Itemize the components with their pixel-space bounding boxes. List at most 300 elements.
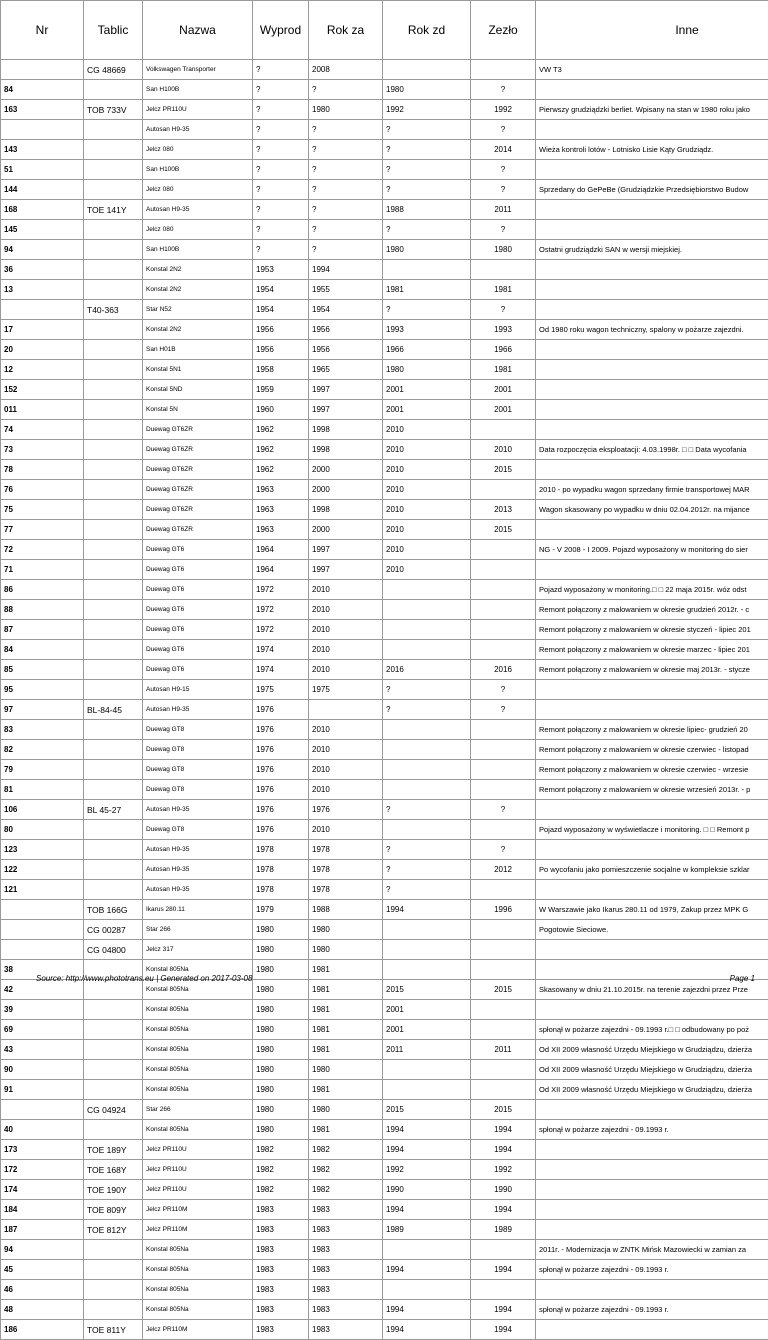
cell-tablic [84,620,143,640]
cell-inne: Pojazd wyposażony w monitoring.□ □ 22 maja 2015r. wóz odst [536,580,768,600]
cell-rok-zd: 2010 [383,500,471,520]
cell-zezlo: ? [471,180,536,200]
cell-rok-za: 2010 [309,740,383,760]
cell-wyprod: ? [253,60,309,80]
cell-rok-zd [383,920,471,940]
cell-nr: 84 [1,80,84,100]
cell-zezlo [471,880,536,900]
cell-tablic [84,600,143,620]
cell-nr: 152 [1,380,84,400]
cell-zezlo: 1996 [471,900,536,920]
cell-inne [536,300,768,320]
cell-rok-za: 1956 [309,340,383,360]
cell-nr: 97 [1,700,84,720]
cell-wyprod: ? [253,100,309,120]
cell-nazwa: Konstal 805Na [143,1120,253,1140]
table-row [1,720,768,740]
cell-nazwa: Autosan H9-15 [143,680,253,700]
cell-zezlo: 1980 [471,240,536,260]
cell-zezlo: 2014 [471,140,536,160]
cell-rok-za: 2010 [309,760,383,780]
cell-inne: Pojazd wyposażony w wyświetlacze i monitoring. □ □ Remont p [536,820,768,840]
cell-zezlo [471,720,536,740]
cell-rok-zd: 1992 [383,1160,471,1180]
cell-nazwa: San H100B [143,240,253,260]
cell-tablic: TOE 812Y [84,1220,143,1240]
cell-nr: 77 [1,520,84,540]
cell-inne [536,700,768,720]
cell-rok-zd [383,600,471,620]
cell-wyprod: 1983 [253,1200,309,1220]
cell-rok-zd [383,60,471,80]
cell-rok-zd: ? [383,140,471,160]
cell-wyprod: 1972 [253,580,309,600]
table-row [1,900,768,920]
cell-zezlo [471,1240,536,1260]
cell-tablic [84,320,143,340]
cell-tablic: CG 04800 [84,940,143,960]
cell-nr: 79 [1,760,84,780]
cell-rok-zd: 1993 [383,320,471,340]
cell-nr: 12 [1,360,84,380]
cell-rok-za: 1998 [309,420,383,440]
cell-tablic: CG 00287 [84,920,143,940]
cell-nazwa: Duewag GT6 [143,580,253,600]
cell-nr: 20 [1,340,84,360]
cell-rok-zd: 1994 [383,1120,471,1140]
cell-rok-za: 1955 [309,280,383,300]
cell-tablic: TOE 168Y [84,1160,143,1180]
header-rok-za: Rok za [309,1,383,60]
cell-zezlo [471,760,536,780]
cell-rok-zd: ? [383,160,471,180]
cell-tablic: TOE 189Y [84,1140,143,1160]
cell-nazwa: Duewag GT6ZR [143,460,253,480]
header-wyprod: Wyprod [253,1,309,60]
cell-rok-za: 1997 [309,540,383,560]
cell-nazwa: Jelcz PR110M [143,1320,253,1340]
cell-nazwa: Duewag GT6ZR [143,520,253,540]
cell-wyprod: 1964 [253,540,309,560]
table-row [1,620,768,640]
cell-rok-za: 1982 [309,1160,383,1180]
cell-inne: Skasowany w dniu 21.10.2015r. na terenie zajezdni przez Prze [536,980,768,1000]
cell-tablic [84,500,143,520]
cell-wyprod: 1958 [253,360,309,380]
cell-nr: 75 [1,500,84,520]
cell-zezlo [471,740,536,760]
table-row [1,580,768,600]
cell-nr: 174 [1,1180,84,1200]
cell-zezlo: 2015 [471,980,536,1000]
table-row [1,1220,768,1240]
cell-rok-za: ? [309,240,383,260]
cell-nr: 86 [1,580,84,600]
cell-inne: Pierwszy grudziądzki berliet. Wpisany na stan w 1980 roku jako [536,100,768,120]
cell-nr: 172 [1,1160,84,1180]
cell-zezlo: ? [471,160,536,180]
table-row [1,1100,768,1120]
cell-rok-za: 1983 [309,1280,383,1300]
cell-rok-za: 1981 [309,980,383,1000]
cell-nazwa: Jelcz PR110M [143,1200,253,1220]
cell-nr [1,1100,84,1120]
cell-nr: 168 [1,200,84,220]
cell-zezlo: 2012 [471,860,536,880]
cell-wyprod: 1954 [253,300,309,320]
cell-wyprod: ? [253,240,309,260]
cell-rok-zd: ? [383,860,471,880]
cell-inne: Remont połączony z malowaniem w okresie czerwiec - wrzesie [536,760,768,780]
cell-rok-zd: 1980 [383,80,471,100]
cell-nazwa: Autosan H9-35 [143,880,253,900]
cell-nazwa: Duewag GT6ZR [143,500,253,520]
cell-tablic [84,460,143,480]
cell-nr: 95 [1,680,84,700]
cell-nr [1,300,84,320]
cell-nr: 143 [1,140,84,160]
cell-inne [536,880,768,900]
cell-rok-zd: ? [383,120,471,140]
cell-tablic [84,80,143,100]
cell-nr: 173 [1,1140,84,1160]
cell-nazwa: Konstal 2N2 [143,260,253,280]
cell-inne: NG - V 2008 - I 2009. Pojazd wyposażony w monitoring do sier [536,540,768,560]
cell-inne [536,1220,768,1240]
cell-wyprod: 1978 [253,880,309,900]
cell-wyprod: 1972 [253,620,309,640]
cell-tablic [84,340,143,360]
footer-source: Source: http://www.phototrans.eu | Generated on 2017-03-08 [36,974,252,983]
cell-nazwa: Ikarus 280.11 [143,900,253,920]
cell-wyprod: 1964 [253,560,309,580]
cell-wyprod: 1976 [253,720,309,740]
cell-zezlo: ? [471,680,536,700]
cell-zezlo: 1989 [471,1220,536,1240]
table-row [1,280,768,300]
cell-nazwa: Duewag GT6 [143,660,253,680]
cell-rok-za: 1998 [309,500,383,520]
cell-inne: Od XII 2009 własność Urzędu Miejskiego w Grudziądzu, dzierża [536,1060,768,1080]
cell-zezlo: 1994 [471,1120,536,1140]
cell-nazwa: Duewag GT6ZR [143,440,253,460]
cell-nr: 73 [1,440,84,460]
cell-tablic [84,820,143,840]
table-row [1,1000,768,1020]
cell-zezlo: 2010 [471,440,536,460]
cell-tablic [84,1300,143,1320]
cell-rok-za: 1980 [309,940,383,960]
cell-nr: 186 [1,1320,84,1340]
cell-rok-zd: ? [383,220,471,240]
cell-rok-zd: ? [383,680,471,700]
cell-rok-zd [383,760,471,780]
cell-tablic: TOE 141Y [84,200,143,220]
table-header-row [1,1,768,60]
cell-inne: Remont połączony z malowaniem w okresie grudzień 2012r. - c [536,600,768,620]
cell-tablic [84,420,143,440]
cell-zezlo [471,1020,536,1040]
cell-tablic [84,840,143,860]
table-row [1,600,768,620]
cell-nazwa: Konstal 805Na [143,1280,253,1300]
cell-wyprod: 1960 [253,400,309,420]
cell-nazwa: Star N52 [143,300,253,320]
header-rok-zd: Rok zd [383,1,471,60]
table-row [1,940,768,960]
cell-zezlo: 2015 [471,1100,536,1120]
cell-inne [536,160,768,180]
cell-zezlo: 2001 [471,380,536,400]
cell-zezlo: 1992 [471,1160,536,1180]
cell-wyprod: 1980 [253,1040,309,1060]
cell-zezlo [471,940,536,960]
cell-rok-za: 1983 [309,1220,383,1240]
cell-rok-zd [383,1060,471,1080]
cell-rok-za: 1981 [309,1080,383,1100]
cell-zezlo: 1992 [471,100,536,120]
cell-rok-za: 2000 [309,520,383,540]
cell-rok-za: ? [309,120,383,140]
cell-tablic: TOB 166G [84,900,143,920]
cell-wyprod: 1963 [253,520,309,540]
table-row [1,420,768,440]
cell-inne [536,1160,768,1180]
table-row [1,320,768,340]
cell-nr: 85 [1,660,84,680]
cell-tablic [84,520,143,540]
cell-wyprod: ? [253,140,309,160]
cell-nazwa: Konstal 5ND [143,380,253,400]
cell-tablic [84,1060,143,1080]
cell-rok-zd [383,580,471,600]
cell-nr [1,920,84,940]
cell-rok-zd: 2001 [383,380,471,400]
cell-tablic [84,580,143,600]
cell-zezlo: 1994 [471,1320,536,1340]
cell-rok-za: 2010 [309,660,383,680]
cell-wyprod: ? [253,80,309,100]
cell-tablic [84,740,143,760]
cell-zezlo: 1966 [471,340,536,360]
cell-rok-za: ? [309,200,383,220]
cell-nazwa: Autosan H9-35 [143,120,253,140]
cell-inne: Sprzedany do GePeBe (Grudziądzkie Przedsiębiorstwo Budow [536,180,768,200]
cell-wyprod: 1974 [253,660,309,680]
cell-wyprod: 1976 [253,820,309,840]
cell-zezlo: 1994 [471,1300,536,1320]
cell-rok-zd: ? [383,700,471,720]
cell-nazwa: San H100B [143,160,253,180]
cell-inne: Wieża kontroli lotów - Lotnisko Lisie Kąty Grudziądz. [536,140,768,160]
cell-tablic [84,780,143,800]
cell-zezlo [471,480,536,500]
table-row [1,340,768,360]
cell-zezlo [471,1080,536,1100]
cell-nazwa: Duewag GT8 [143,820,253,840]
cell-zezlo: 2015 [471,460,536,480]
cell-zezlo: ? [471,220,536,240]
cell-nr: 80 [1,820,84,840]
cell-wyprod: 1983 [253,1240,309,1260]
cell-zezlo [471,560,536,580]
cell-inne [536,340,768,360]
table-row [1,780,768,800]
cell-nazwa: Jelcz PR110U [143,1180,253,1200]
cell-rok-zd: 1994 [383,1300,471,1320]
cell-zezlo: ? [471,120,536,140]
cell-rok-za: ? [309,180,383,200]
cell-nazwa: Jelcz PR110M [143,1220,253,1240]
cell-rok-zd: 1966 [383,340,471,360]
cell-wyprod: 1975 [253,680,309,700]
table-row [1,1240,768,1260]
cell-nazwa: Jelcz 080 [143,140,253,160]
cell-rok-za: 2010 [309,820,383,840]
cell-inne [536,220,768,240]
cell-nr: 144 [1,180,84,200]
cell-nazwa: Duewag GT6 [143,640,253,660]
cell-tablic [84,220,143,240]
cell-inne: Od 1980 roku wagon techniczny, spalony w pożarze zajezdni. [536,320,768,340]
cell-rok-za: 1981 [309,1120,383,1140]
cell-rok-za: 1982 [309,1180,383,1200]
cell-inne [536,260,768,280]
cell-inne: Od XII 2009 własność Urzędu Miejskiego w Grudziądzu, dzierża [536,1080,768,1100]
cell-inne [536,520,768,540]
cell-rok-zd: 1988 [383,200,471,220]
cell-rok-za: 2010 [309,640,383,660]
cell-rok-zd: 2015 [383,980,471,1000]
cell-rok-za: 2010 [309,600,383,620]
cell-nazwa: Konstal 805Na [143,980,253,1000]
cell-wyprod: 1976 [253,760,309,780]
cell-zezlo [471,1060,536,1080]
cell-wyprod: ? [253,200,309,220]
cell-tablic [84,1120,143,1140]
cell-tablic [84,660,143,680]
cell-wyprod: 1983 [253,1260,309,1280]
cell-zezlo: ? [471,700,536,720]
cell-zezlo: 2011 [471,1040,536,1060]
cell-nazwa: Autosan H9-35 [143,860,253,880]
header-inne: Inne [536,1,768,60]
cell-nr: 88 [1,600,84,620]
cell-zezlo [471,1280,536,1300]
cell-rok-zd: 1994 [383,900,471,920]
cell-rok-za: 1994 [309,260,383,280]
cell-nr: 78 [1,460,84,480]
cell-rok-za: 1980 [309,100,383,120]
cell-rok-za: 1983 [309,1240,383,1260]
table-row [1,1200,768,1220]
cell-wyprod: 1980 [253,1000,309,1020]
cell-rok-za: 1997 [309,380,383,400]
cell-inne: Remont połączony z malowaniem w okresie marzec - lipiec 201 [536,640,768,660]
cell-rok-za: 2010 [309,720,383,740]
cell-nr [1,120,84,140]
cell-inne [536,200,768,220]
table-row [1,1140,768,1160]
cell-nr: 123 [1,840,84,860]
cell-tablic [84,180,143,200]
cell-rok-za: 1997 [309,400,383,420]
cell-rok-zd: ? [383,840,471,860]
cell-rok-zd: ? [383,800,471,820]
cell-nr: 011 [1,400,84,420]
cell-rok-zd [383,640,471,660]
cell-tablic: CG 04924 [84,1100,143,1120]
cell-inne [536,1000,768,1020]
cell-tablic [84,880,143,900]
cell-rok-za: 1975 [309,680,383,700]
cell-nr: 43 [1,1040,84,1060]
table-row [1,820,768,840]
cell-zezlo: 1990 [471,1180,536,1200]
cell-tablic [84,1280,143,1300]
cell-rok-zd [383,960,471,980]
cell-rok-za: 1956 [309,320,383,340]
table-row [1,480,768,500]
cell-rok-zd: 2010 [383,560,471,580]
table-row [1,1120,768,1140]
table-row [1,860,768,880]
cell-zezlo [471,620,536,640]
cell-zezlo: 1994 [471,1140,536,1160]
cell-rok-zd [383,720,471,740]
cell-nazwa: Duewag GT6 [143,600,253,620]
cell-rok-zd: 2010 [383,540,471,560]
cell-rok-zd: ? [383,180,471,200]
table-row [1,760,768,780]
cell-rok-zd: 2010 [383,460,471,480]
cell-wyprod: 1983 [253,1280,309,1300]
cell-wyprod: 1980 [253,960,309,980]
cell-zezlo: 2015 [471,520,536,540]
table-row [1,500,768,520]
cell-wyprod: ? [253,160,309,180]
table-row [1,300,768,320]
table-row [1,1020,768,1040]
cell-rok-za: 1976 [309,800,383,820]
cell-zezlo [471,1000,536,1020]
cell-rok-zd: 2001 [383,1020,471,1040]
cell-rok-zd: 2001 [383,400,471,420]
cell-rok-za [309,700,383,720]
header-zezlo: Zezło [471,1,536,60]
table-row [1,560,768,580]
cell-inne: Remont połączony z malowaniem w okresie styczeń - lipiec 201 [536,620,768,640]
cell-rok-zd: ? [383,880,471,900]
cell-rok-zd: 1981 [383,280,471,300]
cell-wyprod: 1956 [253,320,309,340]
cell-zezlo [471,920,536,940]
cell-rok-za: 1997 [309,560,383,580]
cell-nr: 184 [1,1200,84,1220]
table-row [1,520,768,540]
cell-zezlo [471,420,536,440]
table-row [1,680,768,700]
cell-rok-za: 2010 [309,780,383,800]
table-row [1,440,768,460]
cell-zezlo: 1994 [471,1200,536,1220]
cell-zezlo: 2013 [471,500,536,520]
cell-nazwa: Duewag GT6ZR [143,420,253,440]
cell-rok-zd: ? [383,300,471,320]
cell-rok-za: 1983 [309,1260,383,1280]
cell-rok-za: ? [309,220,383,240]
cell-inne [536,1180,768,1200]
